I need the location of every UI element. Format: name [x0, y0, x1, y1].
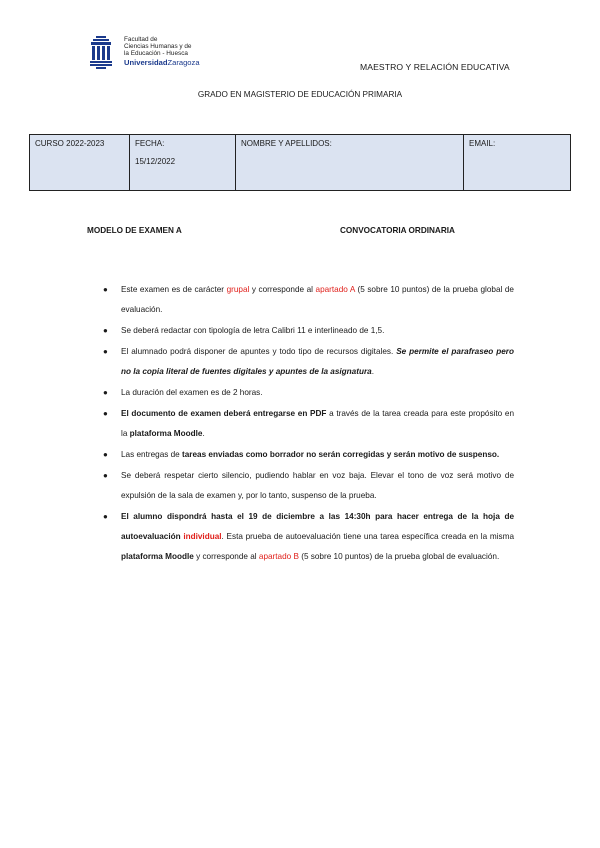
logo-university [124, 59, 200, 66]
list-item [100, 383, 514, 403]
faculty-emblem-icon [90, 36, 112, 70]
bullet-icon: ● [103, 471, 108, 480]
list-item [100, 280, 514, 320]
rule-emphasis: plataforma Moodle [129, 429, 203, 438]
exam-call: CONVOCATORIA ORDINARIA [340, 226, 455, 235]
rule-text: Se deberá respetar cierto silencio, pudiendo hablar en voz baja. Elevar el tono de voz será motivo de expulsión de la sala de examen y, por lo tanto, suspenso de la prueba. [121, 471, 514, 500]
rule-highlight: grupal [226, 285, 250, 294]
list-item [100, 445, 514, 465]
rule-text: Este examen es de carácter [121, 285, 227, 294]
rule-text: a través de la tarea creada para este propósito en la [121, 409, 514, 438]
rule-emphasis: El documento de examen deberá entregarse en PDF [121, 409, 327, 418]
curso-cell [30, 135, 130, 191]
rule-highlight: apartado B [258, 552, 299, 561]
email-label: EMAIL: [469, 139, 496, 148]
list-item [100, 507, 514, 567]
rules-list [100, 280, 514, 568]
list-item [100, 404, 514, 444]
curso-label: CURSO 2022-2023 [35, 139, 105, 148]
exam-model: MODELO DE EXAMEN A [87, 226, 182, 235]
fecha-value: 15/12/2022 [135, 157, 176, 166]
list-item [100, 342, 514, 382]
rule-emphasis: Se permite el parafraseo pero no la copia literal de fuentes digitales y apuntes de la asignatura [121, 347, 514, 376]
logo-university-bold: Universidad [124, 57, 168, 67]
bullet-icon: ● [103, 388, 108, 397]
rule-emphasis: plataforma Moodle [121, 552, 194, 561]
rule-text: (5 sobre 10 puntos) de la prueba global de evaluación. [298, 552, 500, 561]
email-cell [464, 135, 571, 191]
nombre-cell [236, 135, 464, 191]
rule-text: La duración del examen es de 2 horas. [121, 388, 263, 397]
rule-text: Se deberá redactar con tipología de letra Calibri 11 e interlineado de 1,5. [121, 326, 385, 335]
rule-text: . Esta prueba de autoevaluación tiene una tarea específica creada en la misma [221, 532, 514, 541]
logo-university-rest: Zaragoza [167, 57, 200, 67]
fecha-cell [130, 135, 236, 191]
rule-text: El alumnado podrá disponer de apuntes y todo tipo de recursos digitales. [121, 347, 397, 356]
fecha-label: FECHA: [135, 139, 165, 148]
logo-line-1: Facultad de [124, 36, 158, 43]
bullet-icon: ● [103, 512, 108, 521]
rule-highlight: individual [183, 532, 222, 541]
nombre-label: NOMBRE Y APELLIDOS: [241, 139, 332, 148]
list-item [100, 321, 514, 341]
university-logo [90, 36, 220, 72]
bullet-icon: ● [103, 347, 108, 356]
program-subtitle: GRADO EN MAGISTERIO DE EDUCACIÓN PRIMARIA [197, 90, 403, 99]
rule-text: (5 sobre 10 puntos) de la prueba global de evaluación. [121, 285, 514, 314]
bullet-icon: ● [103, 285, 108, 294]
rule-emphasis: El alumno dispondrá hasta el 19 de diciembre a las 14:30h para hacer entrega de la hoja de autoevaluación [121, 512, 514, 541]
logo-line-2: Ciencias Humanas y de [124, 43, 192, 51]
rule-text: y corresponde al [249, 285, 316, 294]
list-item [100, 466, 514, 506]
rule-text: . [202, 429, 205, 438]
student-info-table [29, 134, 571, 191]
logo-line-3: la Educación - Huesca [124, 50, 188, 58]
bullet-icon: ● [103, 409, 108, 418]
rule-highlight: apartado A [315, 285, 355, 294]
rule-text: y corresponde al [193, 552, 259, 561]
bullet-icon: ● [103, 326, 108, 335]
degree-title: MAESTRO Y RELACIÓN EDUCATIVA [360, 62, 510, 72]
rule-emphasis: tareas enviadas como borrador no serán corregidas y serán motivo de suspenso. [182, 450, 500, 459]
rule-text: . [371, 367, 374, 376]
bullet-icon: ● [103, 450, 108, 459]
rule-text: Las entregas de [121, 450, 182, 459]
